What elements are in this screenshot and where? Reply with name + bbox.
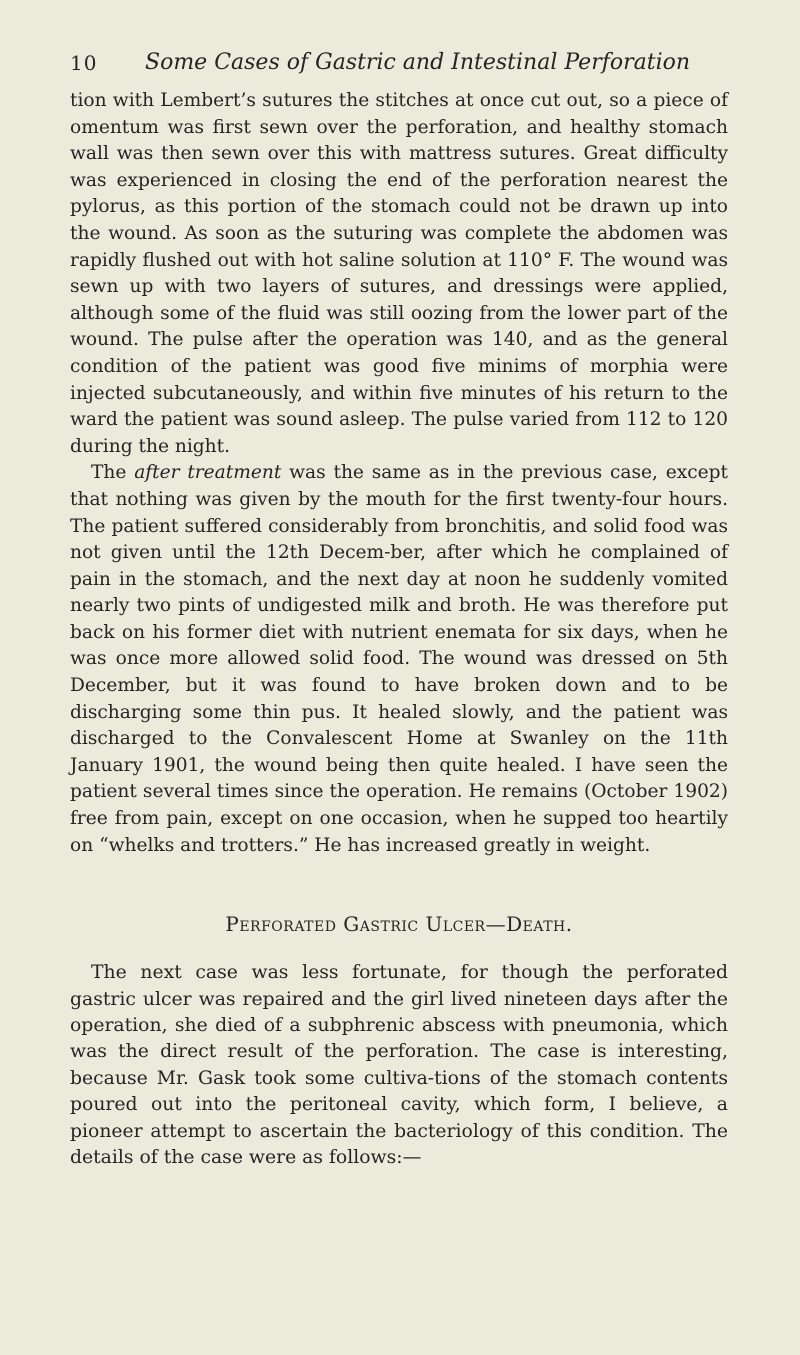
italic-phrase: after treatment xyxy=(134,462,282,484)
running-head xyxy=(70,48,728,88)
running-title: Some Cases of Gastric and Intestinal Perforation xyxy=(145,50,691,75)
book-page xyxy=(70,48,728,1171)
section-heading: Perforated Gastric Ulcer—Death. xyxy=(225,912,573,937)
section-paragraph: The next case was less fortunate, for though the perforated gastric ulcer was repaired and the girl lived nineteen days after the operation, she died of a subphrenic abscess with pneumonia, which was the direct result of the perforation. The case is interesting, because Mr. Gask took some cultiva-tions of the stomach contents poured out into the peritoneal cavity, which form, I believe, a pioneer attempt to ascertain the bacteriology of this condition. The details of the case were as follows:— xyxy=(70,962,728,1169)
body-text xyxy=(70,88,728,859)
paragraph-after-treatment xyxy=(70,460,728,859)
section-body xyxy=(70,960,728,1171)
paragraph-continued: tion with Lembert’s sutures the stitches at once cut out, so a piece of omentum was first sewn over the perforation, and healthy stomach wall was then sewn over this with mattress sutures. Great difficulty was experienced in closing the end of the perforation nearest the pylorus, as this portion of the stomach could not be drawn up into the wound. As soon as the suturing was complete the abdomen was rapidly flushed out with hot saline solution at 110° F. The wound was sewn up with two layers of sutures, and dressings were applied, although some of the fluid was still oozing from the lower part of the wound. The pulse after the operation was 140, and as the general condition of the patient was good five minims of morphia were injected subcutaneously, and within five minutes of his return to the ward the patient was sound asleep. The pulse varied from 112 to 120 during the night. xyxy=(70,90,728,457)
page-number: 10 xyxy=(70,51,98,75)
paragraph-text: The xyxy=(91,462,135,484)
paragraph-text: was the same as in the previous case, except that nothing was given by the mouth for the first twenty-four hours. The patient suffered considerably from bronchitis, and solid food was not given until the 12th Decem-ber, after which he complained of pain in the stomach, and the next day at noon he suddenly vomited nearly two pints of undigested milk and broth. He was therefore put back on his former diet with nutrient enemata for six days, when he was once more allowed solid food. The wound was dressed on 5th December, but it was found to have broken down and to be discharging some thin pus. It healed slowly, and the patient was discharged to the Convalescent Home at Swanley on the 11th January 1901, the wound being then quite healed. I have seen the patient several times since the operation. He remains (October 1902) free from pain, except on one occasion, when he supped too heartily on “whelks and trotters.” He has increased greatly in weight. xyxy=(70,462,728,856)
